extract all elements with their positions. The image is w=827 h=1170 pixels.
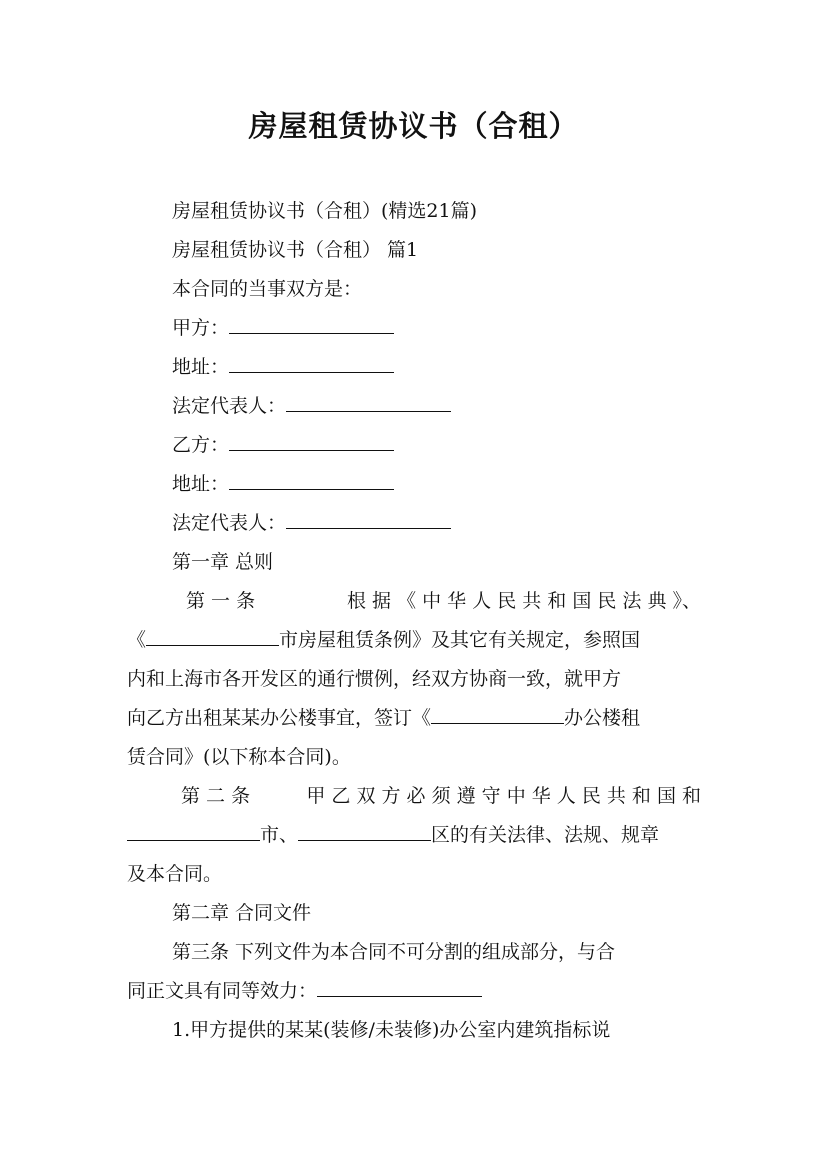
city-blank-2 (127, 822, 260, 841)
party-b-rep-label: 法定代表人： (172, 512, 287, 534)
article-2-text-2b: 区的有关法律、法规、规章 (431, 824, 660, 846)
party-b-line (172, 432, 394, 458)
party-a-address-blank (229, 354, 394, 373)
chapter-1-heading: 第一章 总则 (172, 551, 274, 573)
party-a-label: 甲方： (172, 317, 230, 339)
article-1-line-5: 赁合同》(以下称本合同)。 (127, 746, 351, 768)
article-2-number: 第 二 条 (181, 785, 251, 807)
party-b-address-line (172, 471, 394, 497)
district-blank (298, 822, 431, 841)
chapter-2-heading: 第二章 合同文件 (172, 902, 312, 924)
party-b-rep-blank (286, 510, 451, 529)
party-b-label: 乙方： (172, 434, 230, 456)
parties-intro: 本合同的当事双方是： (172, 278, 363, 300)
article-2-text-1: 甲 乙 双 方 必 须 遵 守 中 华 人 民 共 和 国 和 (306, 785, 701, 807)
article-3-text-2: 同正文具有同等效力： (127, 980, 318, 1002)
document-title: 房屋租赁协议书（合租） (248, 109, 579, 143)
article-1-text-4b: 办公楼租 (564, 707, 641, 729)
article-3-line-1: 第三条 下列文件为本合同不可分割的组成部分，与合 (172, 941, 616, 963)
party-b-rep-line (172, 510, 451, 536)
party-a-line (172, 315, 394, 341)
section-heading: 房屋租赁协议书（合租） 篇1 (172, 239, 419, 261)
article-1-text-4a: 向乙方出租某某办公楼事宜，签订《 (127, 707, 432, 729)
article-2-text-2a: 市、 (260, 824, 299, 846)
party-a-blank (229, 315, 394, 334)
party-a-rep-blank (286, 393, 451, 412)
article-1-line-4 (127, 705, 640, 731)
article-3-line-2 (127, 978, 482, 1004)
party-a-address-line (172, 354, 394, 380)
article-1-text-2a: 《 (127, 629, 147, 651)
article-1-number: 第 一 条 (186, 590, 256, 612)
party-b-address-blank (229, 471, 394, 490)
article-2-line-1 (181, 783, 701, 809)
article-1-text-1: 根 据 《 中 华 人 民 共 和 国 民 法 典 》、 (346, 590, 701, 612)
item-1: 1.甲方提供的某某(装修/未装修)办公室内建筑指标说 (172, 1019, 611, 1041)
party-a-rep-line (172, 393, 451, 419)
party-b-address-label: 地址： (172, 473, 230, 495)
article-1-line-2 (127, 627, 640, 653)
article-1-line-3: 内和上海市各开发区的通行惯例，经双方协商一致，就甲方 (127, 668, 622, 690)
article-2-line-2 (127, 822, 659, 848)
article-1-line-1 (186, 588, 701, 614)
article-2-line-3: 及本合同。 (127, 863, 223, 885)
party-a-rep-label: 法定代表人： (172, 395, 287, 417)
article-3-blank (317, 978, 482, 997)
party-a-address-label: 地址： (172, 356, 230, 378)
building-blank (431, 705, 564, 724)
party-b-blank (229, 432, 394, 451)
article-1-text-2b: 市房屋租赁条例》及其它有关规定，参照国 (279, 629, 641, 651)
city-blank-1 (146, 627, 279, 646)
document-subtitle: 房屋租赁协议书（合租）(精选21篇) (172, 200, 478, 222)
